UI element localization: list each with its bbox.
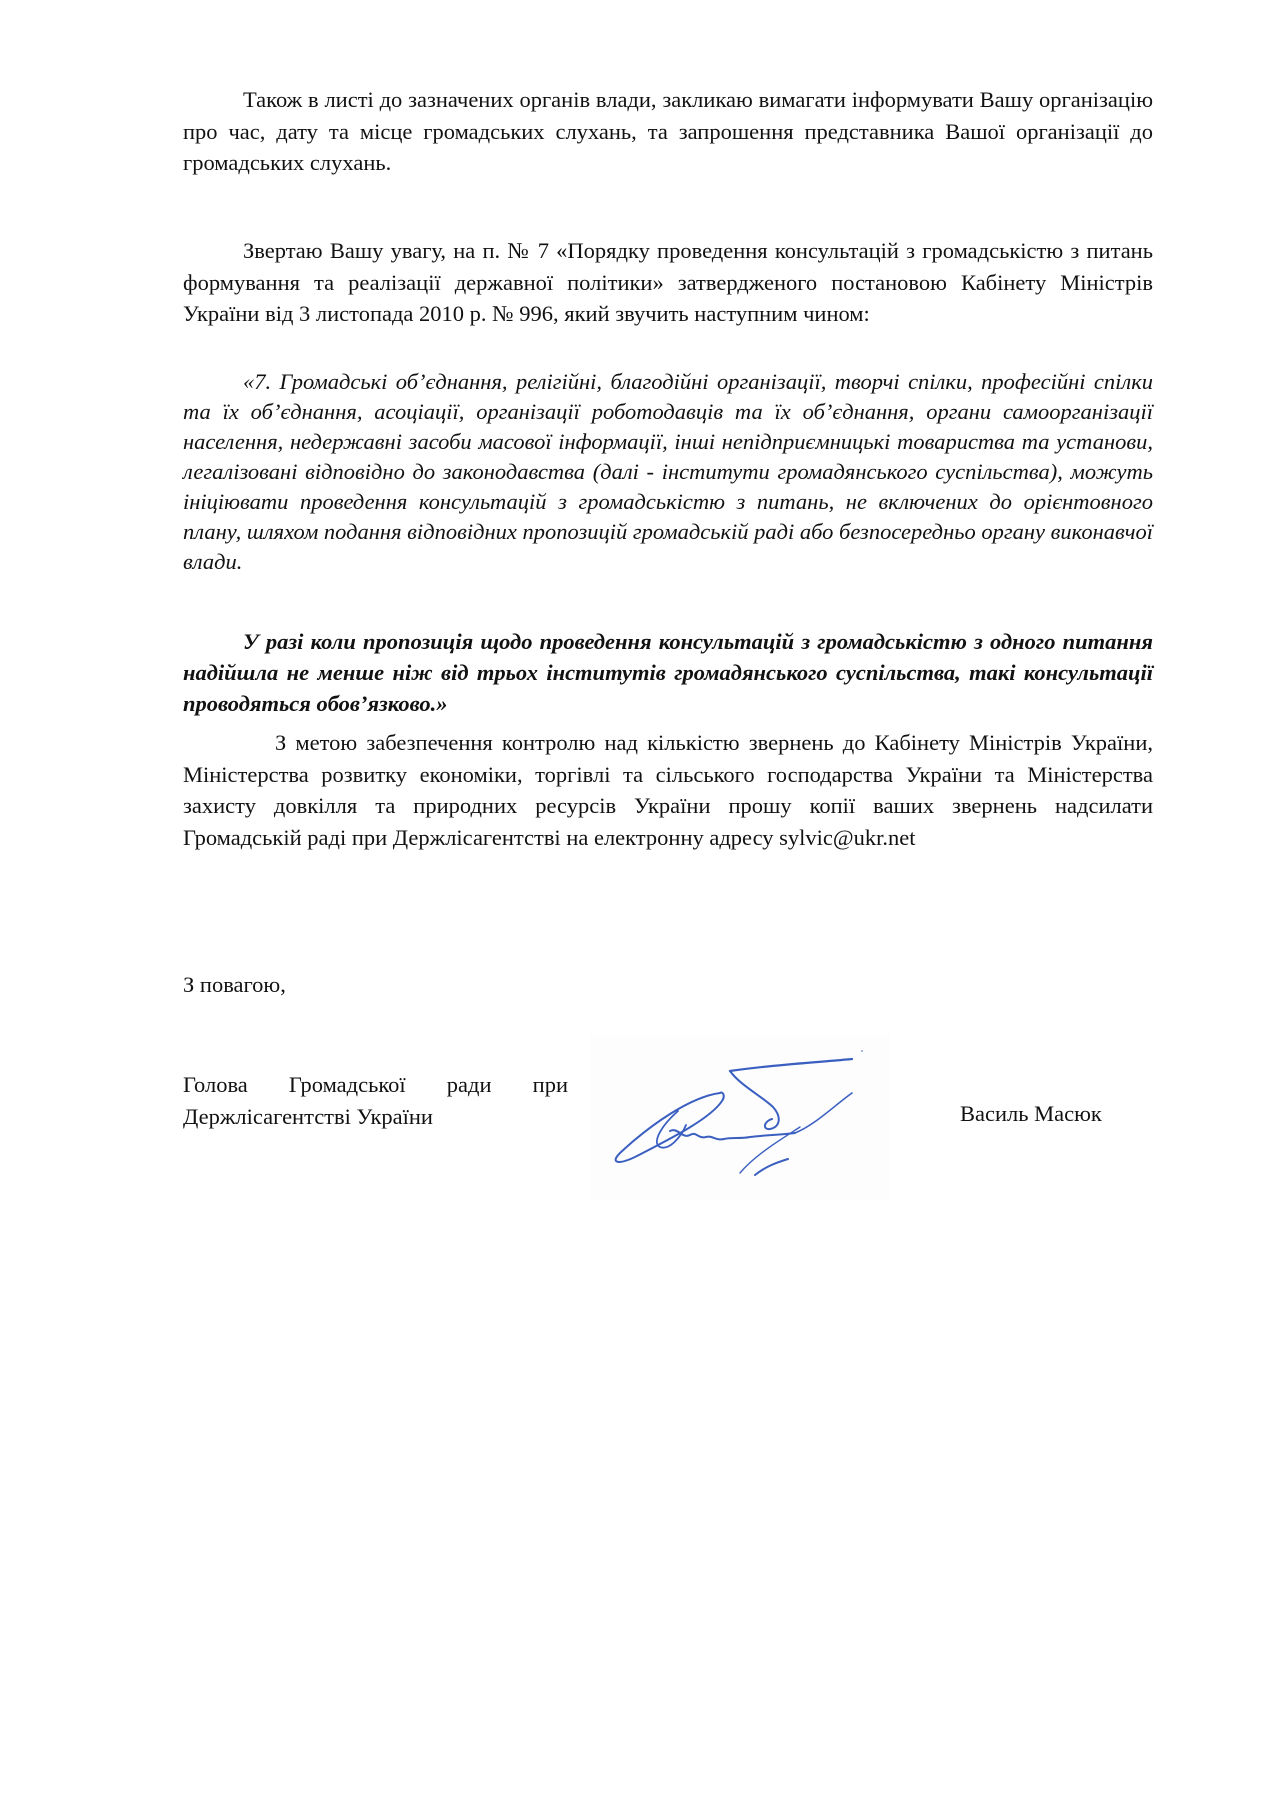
email-address: sylvic@ukr.net xyxy=(779,824,916,850)
signatory-position-line1: Голова Громадської ради при xyxy=(183,1072,568,1097)
copy-request-text: З метою забезпечення контролю над кількістю звернень до Кабінету Міністрів України, Міністерства розвитку економіки, торгівлі та сільського господарства України та Міністерства захисту довкілля та природних ресурсів України прошу копії ваших звернень надсилати Громадській раді при Держлісагентстві на електронну адресу xyxy=(183,730,1153,850)
quote-clause-7-bold: У разі коли пропозиція щодо проведення консультацій з громадськістю з одного питання надійшла не менше ніж від трьох інститутів громадянського суспільства, такі консультації проводяться обов’язково.» xyxy=(183,629,1153,716)
signatory-position-line2: Держлісагентстві України xyxy=(183,1103,433,1129)
paragraph-copy-request xyxy=(183,727,1153,853)
signature-icon xyxy=(590,1035,890,1200)
signatory-position xyxy=(183,1069,568,1132)
quote-clause-7: «7. Громадські об’єднання, релігійні, благодійні організації, творчі спілки, професійні спілки та їх об’єднання, асоціації, організації роботодавців та їх об’єднання, органи самоорганізації населення, недержавні засоби масової інформації, інші непідприємницькі товариства та установи, легалізовані відповідно до законодавства (далі - інститути громадянського суспільства), можуть ініціювати проведення консультацій з громадськістю з питань, не включених до орієнтовного плану, шляхом подання відповідних пропозицій громадській раді або безпосередньо органу виконавчої влади. xyxy=(183,369,1153,574)
handwritten-signature xyxy=(590,1035,890,1200)
signatory-name: Василь Масюк xyxy=(960,1101,1102,1126)
paragraph-procedure-reference: Звертаю Вашу увагу, на п. № 7 «Порядку проведення консультацій з громадськістю з питань формування та реалізації державної політики» затвердженого постановою Кабінету Міністрів України від 3 листопада 2010 р. № 996, який звучить наступним чином: xyxy=(183,238,1153,326)
paragraph-public-hearings: Також в листі до зазначених органів влади, закликаю вимагати інформувати Вашу організацію про час, дату та місце громадських слухань, та запрошення представника Вашої організації до громадських слухань. xyxy=(183,87,1153,175)
closing-salutation: З повагою, xyxy=(183,972,286,997)
